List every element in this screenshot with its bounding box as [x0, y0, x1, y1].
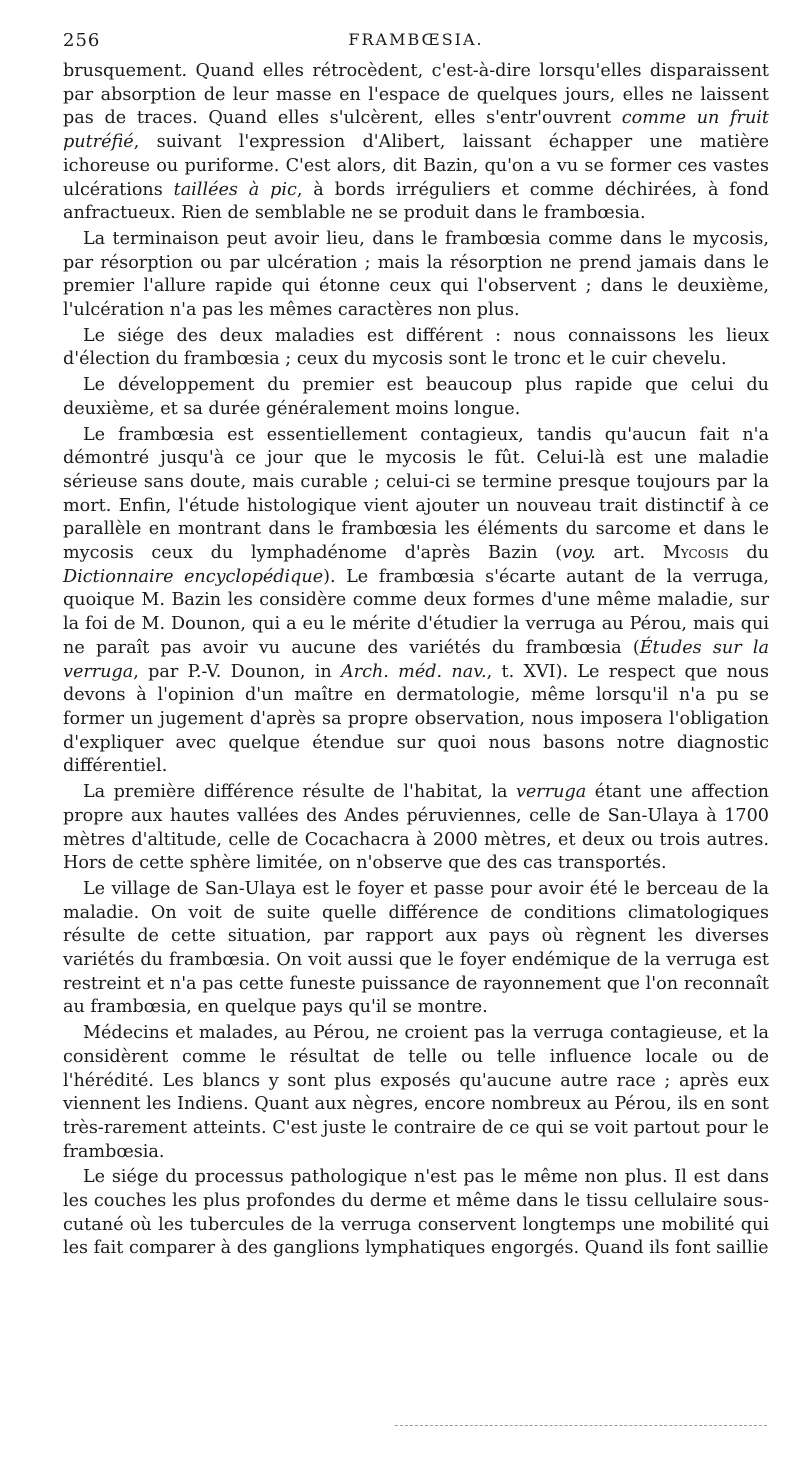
- text-run: Le développement du premier est beaucoup plus rapide que celui du deuxième, et sa durée généralement moins longue.: [63, 375, 769, 419]
- italic-text: taillées à pic: [173, 179, 297, 200]
- text-run: ). Le frambœsia s'écarte autant de la verruga, quoique M. Bazin les considère comme deux formes d'une même maladie, sur la foi de M. Dounon, qui a eu le mérite d'étudier la verruga au Pérou, mais qui ne paraît pas avoir vu aucune des variétés du frambœsia (: [63, 566, 770, 658]
- text-run: Le village de San-Ulaya est le foyer et passe pour avoir été le berceau de la maladie. On voit de suite quelle différence de conditions climatologiques résulte de cette situation, par rapport aux pays où règnent les diverses variétés du frambœsia. On voit aussi que le foyer endémique de la verruga est restreint et n'a pas cette funeste puissance de rayonnement que l'on reconnaît au frambœsia, en quelque pays qu'il se montre.: [63, 878, 769, 1018]
- text-run: étant une affection propre aux hautes vallées des Andes péruviennes, celle de San-Ulaya à 1700 mètres d'altitude, celle de Cocachacra à 2000 mètres, et deux ou trois autres. Hors de cette sphère limitée, on n'observe que des cas transportés.: [63, 782, 769, 874]
- text-run: , suivant l'expression d'Alibert, laissant échapper une matière ichoreuse ou puriforme. C'est alors, dit Bazin, qu'on a vu se former ces vastes ulcérations: [63, 132, 769, 200]
- italic-text: voy.: [562, 543, 596, 564]
- text-run: , à bords irréguliers et comme déchirées, à fond anfractueux. Rien de semblable ne se produit dans le frambœsia.: [63, 179, 770, 224]
- paragraph: [63, 1166, 769, 1261]
- paragraph: [63, 60, 769, 226]
- text-run: Médecins et malades, au Pérou, ne croient pas la verruga contagieuse, et la considèrent comme le résultat de telle ou telle influence locale ou de l'hérédité. Les blancs y sont plus exposés qu'aucune autre race ; après eux viennent les Indiens. Quant aux nègres, encore nombreux au Pérou, ils en sont très-rarement atteints. C'est juste le contraire de ce qui se voit partout pour le frambœsia.: [63, 1023, 769, 1162]
- text-run: Le siége des deux maladies est différent : nous connaissons les lieux d'élection du frambœsia ; ceux du mycosis sont le tronc et le cuir chevelu.: [63, 325, 769, 370]
- text-run: La première différence résulte de l'habitat, la: [83, 782, 516, 803]
- book-page: [63, 26, 769, 1263]
- text-run: Le frambœsia est essentiellement contagieux, tandis qu'aucun fait n'a démontré jusqu'à ce jour que le mycosis le fût. Celui-là est une maladie sérieuse sans doute, mais curable ; celui-ci se termine presque toujours par la mort. Enfin, l'étude histologique vient ajouter un nouveau trait distinctif à ce parallèle en montrant dans le frambœsia les éléments du sarcome et dans le mycosis ceux du lymphadénome d'après Bazin (: [63, 424, 769, 564]
- text-run: art.: [595, 543, 663, 564]
- small-caps-text: Mycosis: [662, 543, 729, 564]
- footer-dashed-rule: [395, 1425, 767, 1426]
- paragraph: [63, 878, 769, 1020]
- italic-text: Arch. méd. nav.: [340, 661, 487, 682]
- paragraph: [63, 325, 769, 372]
- running-title: FRAMBŒSIA.: [348, 30, 484, 49]
- paragraph: [63, 1022, 769, 1164]
- text-run: brusquement. Quand elles rétrocèdent, c'est-à-dire lorsqu'elles disparaissent par absorption de leur masse en l'espace de quelques jours, elles ne laissent pas de traces. Quand elles s'ulcèrent, elles s'entr'ouvrent: [63, 61, 769, 129]
- text-run: du: [728, 543, 770, 564]
- text-run: La terminaison peut avoir lieu, dans le frambœsia comme dans le mycosis, par résorption ou par ulcération ; mais la résorption ne prend jamais dans le premier l'allure rapide qui étonne ceux qui l'observent ; dans le deuxième, l'ulcération n'a pas les mêmes caractères non plus.: [63, 228, 769, 321]
- body-text: [63, 60, 769, 1261]
- text-run: , par P.-V. Dounon, in: [133, 661, 341, 682]
- paragraph: [63, 424, 769, 780]
- text-run: , t. XVI). Le respect que nous devons à l'opinion d'un maître en dermatologie, même lorsqu'il n'a pu se former un jugement d'après sa propre observation, nous imposera l'obligation d'expliquer avec quelque étendue sur quoi nous basons notre diagnostic différentiel.: [63, 661, 770, 777]
- paragraph: [63, 781, 769, 876]
- italic-text: verruga: [515, 782, 587, 803]
- page-number: 256: [63, 30, 101, 51]
- italic-text: Dictionnaire encyclopédique: [63, 566, 324, 587]
- text-run: Le siége du processus pathologique n'est pas le même non plus. Il est dans les couches les plus profondes du derme et même dans le tissu cellulaire sous-cutané où les tubercules de la verruga conservent longtemps une mobilité qui les fait comparer à des ganglions lymphatiques engorgés. Quand ils font saillie: [63, 1167, 769, 1259]
- italic-text: Études sur la verruga: [63, 637, 769, 682]
- paragraph: [63, 228, 769, 323]
- paragraph: [63, 374, 769, 421]
- italic-text: comme un fruit putréfié: [63, 108, 769, 153]
- running-head: [63, 26, 769, 56]
